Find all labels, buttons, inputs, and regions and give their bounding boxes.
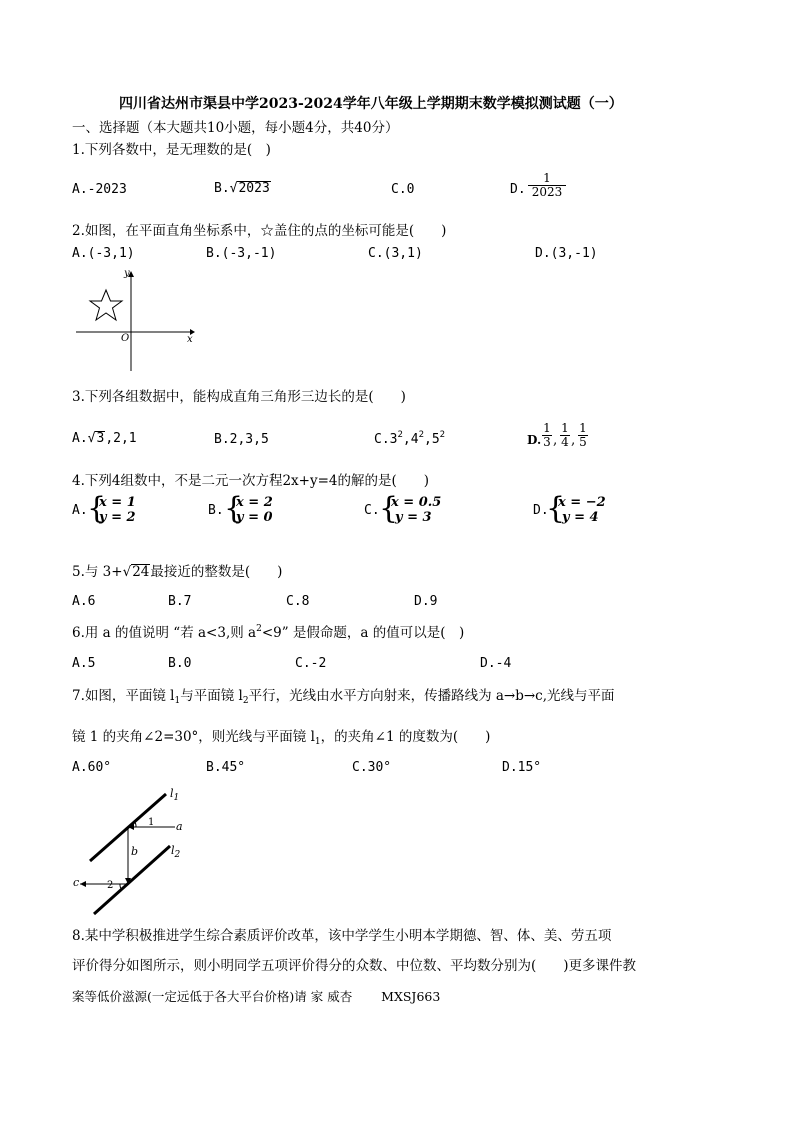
q7-option-c: C.30° <box>352 760 392 775</box>
q2-fig-origin-label: O <box>121 333 130 344</box>
q3-radicand: 3 <box>96 431 105 446</box>
star-icon <box>90 290 122 320</box>
brace: { <box>546 491 566 526</box>
q2-option-b: B.(-3,-1) <box>206 246 277 261</box>
q4-option-d-prefix: D. <box>533 503 549 518</box>
q8-stem-line3: 案等低价滋源(一定远低于各大平台价格)请 家 威杏 MXSJ663 <box>72 989 441 1004</box>
q6-option-d: D.-4 <box>480 656 512 671</box>
q5-option-a: A.6 <box>72 594 96 609</box>
q6-option-c: C.-2 <box>295 656 327 671</box>
q2-fig-y-label: y <box>124 268 130 279</box>
q7-option-b: B.45° <box>206 760 246 775</box>
q3-stem: 3.下列各组数据中，能构成直角三角形三边长的是( ) <box>72 389 406 405</box>
q3-option-d-prefix: D. <box>527 433 542 447</box>
q4-stem: 4.下列4组数中，不是二元一次方程2x+y=4的解的是( ) <box>72 473 430 489</box>
q4-option-b-prefix: B. <box>208 503 224 518</box>
q2-option-a: A.(-3,1) <box>72 246 135 261</box>
comma: , <box>571 432 576 448</box>
q7-stem-line2: 镜 1 的夹角∠2=30°，则光线与平面镜 $l_1$，的夹角∠1 的度数为( ) <box>72 729 491 747</box>
q3-option-d-fraction-2: $\frac{1}{4}$ <box>561 421 569 449</box>
q8-stem-line1: 8.某中学积极推进学生综合素质评价改革，该中学学生小明本学期德、智、体、美、劳五项 <box>72 928 612 944</box>
q4-option-a-prefix: A. <box>72 503 88 518</box>
q7-fig-b-label: b <box>131 845 139 858</box>
q5-stem: 5.与 3+√24最接近的整数是( ) <box>72 564 283 580</box>
q2-option-c: C.(3,1) <box>368 246 423 261</box>
q5-option-d: D.9 <box>414 594 438 609</box>
q3-option-d-fraction-3: $\frac{1}{5}$ <box>579 421 587 449</box>
q7-fig-c-label: c <box>73 876 80 889</box>
numerator: 1 <box>543 171 551 185</box>
q7-fig-l2-label: $l_2$ <box>171 844 181 860</box>
brace: { <box>379 491 399 526</box>
q1-option-d-fraction <box>528 172 566 199</box>
page-title: 四川省达州市渠县中学2023-2024学年八年级上学期期末数学模拟测试题（一） <box>119 96 623 112</box>
q1-option-a: A.-2023 <box>72 182 127 197</box>
q3-option-a: A.√3,2,1 <box>72 431 137 446</box>
q3-option-b: B.2,3,5 <box>214 432 269 447</box>
q7-fig-l1-label: $l_1$ <box>170 787 180 803</box>
denominator: 2023 <box>528 185 566 199</box>
q1-option-c: C.0 <box>391 182 415 197</box>
q6-option-b: B.0 <box>168 656 192 671</box>
q7-fig-a-label: a <box>176 820 183 833</box>
q3-option-d-fraction-1: $\frac{1}{3}$ <box>543 421 551 449</box>
q6-option-a: A.5 <box>72 656 96 671</box>
q1-option-d-prefix: D. <box>510 182 526 197</box>
q5-radicand: 24 <box>132 564 150 580</box>
brace: { <box>87 491 107 526</box>
q6-stem: 6.用 a 的值说明 “若 a<3,则 $a^2<9$” 是假命题，a 的值可以是( ) <box>72 624 465 641</box>
q3-option-c: $C.3^2,4^2,5^2$ <box>374 430 446 447</box>
q8-stem-line2: 评价得分如图所示，则小明同学五项评价得分的众数、中位数、平均数分别为( )更多课件教 <box>72 958 637 974</box>
q2-stem: 2.如图，在平面直角坐标系中，☆盖住的点的坐标可能是( ) <box>72 223 447 239</box>
q2-coordinate-figure <box>76 268 196 372</box>
q5-option-c: C.8 <box>286 594 310 609</box>
q7-option-d: D.15° <box>502 760 542 775</box>
ray-c-arrow <box>80 881 86 887</box>
q2-fig-x-label: x <box>187 334 193 345</box>
q1-stem: 1.下列各数中，是无理数的是( ) <box>72 142 271 158</box>
q1-option-b: B.√2023 <box>214 181 270 196</box>
section-heading: 一、选择题（本大题共10小题，每小题4分，共40分） <box>72 120 399 136</box>
comma: , <box>553 432 558 448</box>
q1-radicand: 2023 <box>238 181 270 196</box>
q7-fig-angle1-label: 1 <box>148 817 155 828</box>
q5-option-b: B.7 <box>168 594 192 609</box>
q7-stem-line1: 7.如图，平面镜 $l_1$与平面镜 $l_2$平行，光线由水平方向射来，传播路线为 a→b→c,光线与平面 <box>72 688 615 706</box>
q2-option-d: D.(3,-1) <box>535 246 598 261</box>
brace: { <box>224 491 244 526</box>
q7-option-a: A.60° <box>72 760 112 775</box>
q4-option-c-prefix: C. <box>364 503 380 518</box>
q7-fig-angle2-label: 2 <box>107 880 114 891</box>
